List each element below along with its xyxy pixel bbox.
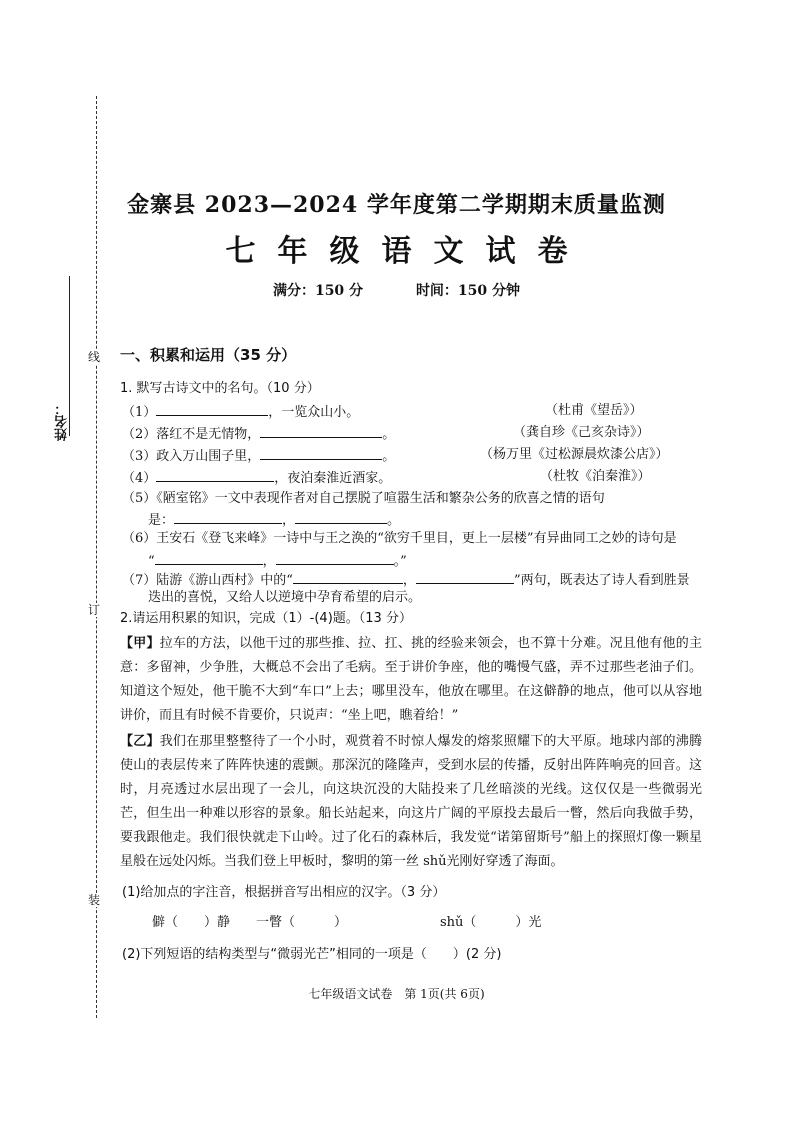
q1-item-7-line2: 迭出的喜悦，又给人以逆境中孕育希望的启示。 <box>148 590 422 605</box>
q1-item-1 <box>122 402 359 422</box>
q2-sub1-item-3[interactable]: shǔ（ ）光 <box>440 915 542 930</box>
item-number: （1） <box>122 405 157 420</box>
q2-sub1-item-1[interactable]: 僻（ ）静 <box>152 915 231 930</box>
item-text: 。 <box>387 513 401 528</box>
answer-blank[interactable] <box>155 551 263 565</box>
answer-blank[interactable] <box>156 468 274 482</box>
item-text: “ <box>148 554 155 569</box>
q1-item-3-source: （杨万里《过松源晨炊漆公店》） <box>480 447 669 462</box>
q1-item-6-line2 <box>148 551 407 571</box>
q2-stem: 2.请运用积累的知识，完成（1）-(4)题。（13 分） <box>120 611 412 626</box>
q1-item-5-line2 <box>148 510 400 530</box>
passage-jia <box>120 632 702 728</box>
item-number: （4） <box>122 471 157 486</box>
answer-blank[interactable] <box>174 510 282 524</box>
q1-item-3 <box>122 446 395 466</box>
q2-sub2-stem: (2)下列短语的结构类型与“微弱光芒”相同的一项是（ ）(2 分) <box>122 947 502 962</box>
name-label: 姓名： <box>55 402 70 441</box>
answer-blank[interactable] <box>156 402 268 416</box>
item-text: 。” <box>393 554 407 569</box>
item-text: 是： <box>148 513 175 528</box>
passage-yi-label: 【乙】 <box>120 734 160 749</box>
q1-item-1-source: （杜甫《望岳》） <box>545 403 643 418</box>
exam-meta <box>0 280 793 300</box>
item-text: 落红不是无情物， <box>156 427 261 442</box>
passage-yi <box>120 730 702 874</box>
item-text: ， <box>262 554 276 569</box>
binding-char-xian: 线 <box>88 350 101 364</box>
q1-item-2 <box>122 424 395 444</box>
q1-item-2-source: （龚自珍《己亥杂诗》） <box>513 425 650 440</box>
item-text: 。 <box>382 449 396 464</box>
binding-char-zhuang: 装 <box>88 893 101 907</box>
section-title: 一、积累和运用（35 分） <box>120 346 297 364</box>
item-text: ， <box>282 513 296 528</box>
item-text: 政入万山围子里， <box>156 449 261 464</box>
item-number: （2） <box>122 427 157 442</box>
page-footer: 七年级语文试卷 第 1页(共 6页) <box>308 987 485 1001</box>
item-text: ，夜泊秦淮近酒家。 <box>274 471 392 486</box>
q2-sub1-item-2[interactable]: 一瞥（ ） <box>256 915 348 930</box>
item-text: ， <box>402 573 416 588</box>
q1-stem: 1. 默写古诗文中的名句。（10 分） <box>120 381 320 396</box>
item-text: 。 <box>382 427 396 442</box>
q1-item-6-line1: （6）王安石《登飞来峰》一诗中与王之涣的“欲穷千里目，更上一层楼”有异曲同工之妙的诗句是 <box>122 531 677 546</box>
item-number: （3） <box>122 449 157 464</box>
item-text: ”两句，既表达了诗人看到胜景 <box>513 573 690 588</box>
paper-title: 七年级语文试卷 <box>225 234 590 269</box>
q1-item-7-line1 <box>122 570 690 590</box>
passage-jia-label: 【甲】 <box>120 636 160 651</box>
exam-title: 金寨县 2023—2024 学年度第二学期期末质量监测 <box>127 192 666 218</box>
item-text: （7）陆游《游山西村》中的“ <box>122 573 293 588</box>
q1-item-4-source: （杜牧《泊秦淮》） <box>540 469 651 484</box>
passage-jia-text: 拉车的方法，以他干过的那些推、拉、扛、挑的经验来领会，也不算十分难。况且他有他的主意：多留神，少争胜，大概总不会出了毛病。至于讲价争座，他的嘴慢气盛，弄不过那些老油子们。知道这个短处，他干脆不大到“车口”上去；哪里没车，他放在哪里。在这僻静的地点，他可以从容地讲价，而且有时候不肯要价，只说声：“坐上吧，瞧着给！” <box>120 636 702 723</box>
q2-sub1-stem: (1)给加点的字注音，根据拼音写出相应的汉字。（3 分） <box>122 885 446 900</box>
full-score: 满分：150 分 <box>272 283 364 299</box>
exam-time: 时间：150 分钟 <box>415 283 521 299</box>
answer-blank[interactable] <box>276 551 394 565</box>
item-text: ，一览众山小。 <box>268 405 360 420</box>
answer-blank[interactable] <box>260 424 382 438</box>
answer-blank[interactable] <box>416 570 514 584</box>
answer-blank[interactable] <box>260 446 382 460</box>
answer-blank[interactable] <box>295 510 387 524</box>
q1-item-5-line1: （5）《陋室铭》一文中表现作者对自己摆脱了喧嚣生活和繁杂公务的欣喜之情的语句 <box>122 491 605 506</box>
passage-yi-text: 我们在那里整整待了一个小时，观赏着不时惊人爆发的熔浆照耀下的大平原。地球内部的沸腾使山的表层传来了阵阵快速的震颤。那深沉的隆隆声，受到水层的传播，反射出阵阵响亮的回音。这时，月亮透过水层出现了一会儿，向这块沉没的大陆投来了几丝暗淡的光线。这仅仅是一些微弱光芒，但生出一种难以形容的景象。船长站起来，向这片广阔的平原投去最后一瞥，然后向我做手势，要我跟他走。我们很快就走下山岭。过了化石的森林后，我发觉“诺第留斯号”船上的探照灯像一颗星星般在远处闪烁。当我们登上甲板时，黎明的第一丝 shǔ光刚好穿透了海面。 <box>120 734 702 869</box>
answer-blank[interactable] <box>293 570 403 584</box>
binding-char-ding: 订 <box>88 603 101 617</box>
q1-item-4 <box>122 468 391 488</box>
